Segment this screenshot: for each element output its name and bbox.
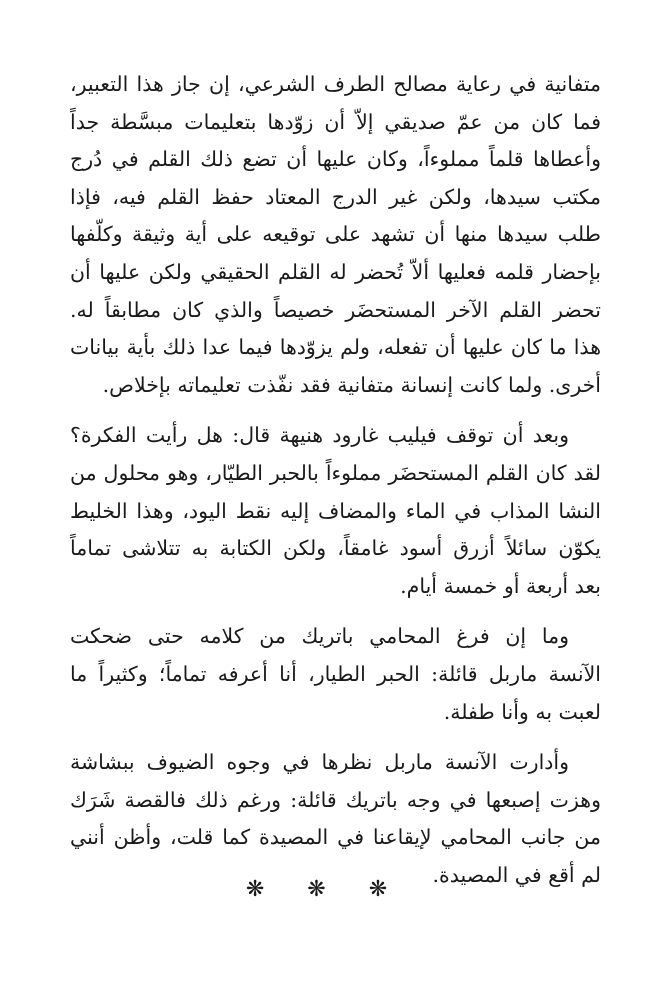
paragraph-1 [70,66,601,404]
text-line: فما كان من عمّ صديقي إلاّ أن زوّدها بتعليمات مبسَّطة جداً [70,109,601,134]
text-line: لعبت به وأنا طفلة. [443,699,601,724]
text-line: وهزت إصبعها في وجه باتريك قائلة: ورغم ذلك فالقصة شَرَك [70,787,601,812]
text-line: تحضر القلم الآخر المستحضَر خصيصاً والذي كان مطابقاً له. [70,297,601,322]
text-line: من جانب المحامي لإيقاعنا في المصيدة كما قلت، وأظن أنني [70,825,601,850]
text-line: النشا المذاب في الماء والمضاف إليه نقط اليود، وهذا الخليط [70,498,601,523]
paragraph-3 [70,618,601,731]
text-line: بعد أربعة أو خمسة أيام. [400,573,601,598]
paragraph-4 [70,744,601,894]
text-line: وأدارت الآنسة ماربل نظرها في وجوه الضيوف ببشاشة [70,750,569,775]
text-line: وأعطاها قلماً مملوءاً، وكان عليها أن تضع ذلك القلم في دُرج [70,147,601,172]
text-line: يكوّن سائلاً أزرق أسود غامقاً، ولكن الكتابة به تتلاشى تماماً [70,536,601,561]
text-line: هذا ما كان عليها أن تفعله، ولم يزوّدها فيما عدا ذلك بأية بيانات [70,335,601,360]
text-line: طلب سيدها منها أن تشهد على توقيعه على أية وثيقة وكلّفها [70,222,601,247]
text-line: وبعد أن توقف فيليب غارود هنيهة قال: هل رأيت الفكرة؟ [70,423,569,448]
text-line: مكتب سيدها، ولكن غير الدرج المعتاد حفظ القلم فيه، فإذا [70,184,601,209]
paragraph-2 [70,417,601,605]
text-line: لم أقع في المصيدة. [432,862,601,887]
text-line: الآنسة ماربل قائلة: الحبر الطيار، أنا أعرفه تماماً؛ وكثيراً ما [70,661,601,686]
section-separator: ❋ ❋ ❋ [245,877,406,902]
page-body [70,66,601,894]
text-line: وما إن فرغ المحامي باتريك من كلامه حتى ضحكت [70,624,569,649]
text-line: لقد كان القلم المستحضَر مملوءاً بالحبر الطيّار، وهو محلول من [70,460,601,485]
text-line: أخرى. ولما كانت إنسانة متفانية فقد نفّذت تعليماته بإخلاص. [102,372,601,397]
text-line: متفانية في رعاية مصالح الطرف الشرعي، إن جاز هذا التعبير، [70,72,601,96]
text-line: بإحضار قلمه فعليها ألاّ تُحضر له القلم الحقيقي ولكن عليها أن [70,259,601,284]
